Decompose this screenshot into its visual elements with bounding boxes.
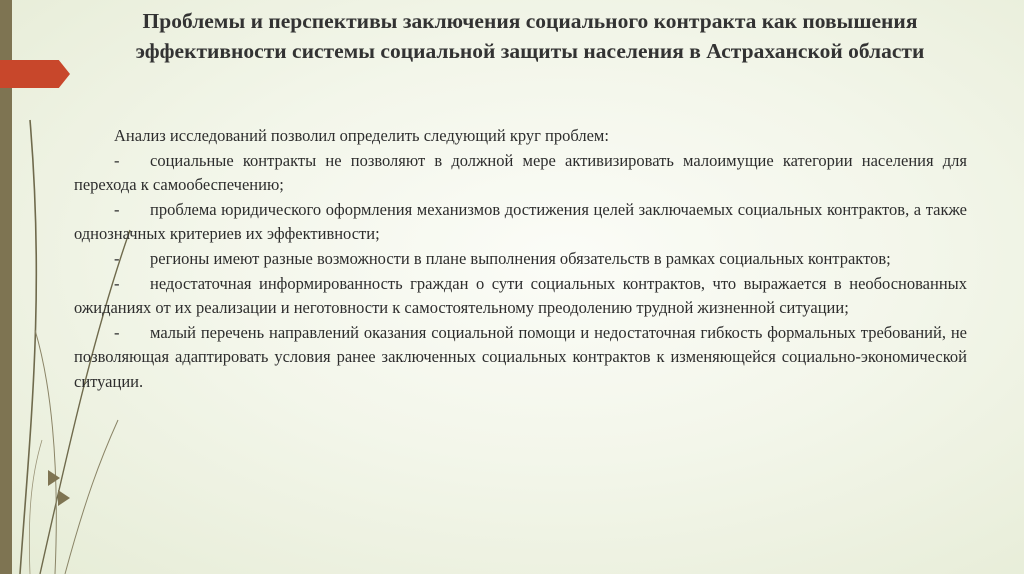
dash-marker: - xyxy=(114,248,120,268)
list-item xyxy=(74,272,967,321)
list-item xyxy=(74,149,967,198)
list-item-text: социальные контракты не позволяют в должной мере активизировать малоимущие категории населения для перехода к самообеспечению; xyxy=(74,150,967,195)
slide-title: Проблемы и перспективы заключения социального контракта как повышения эффективности системы социальной защиты населения в Астраханской области xyxy=(135,9,925,63)
list-item xyxy=(74,198,967,247)
dash-marker: - xyxy=(114,199,120,219)
slide-content xyxy=(74,124,967,395)
dash-marker: - xyxy=(114,273,120,293)
intro-text: Анализ исследований позволил определить следующий круг проблем: xyxy=(114,126,609,145)
list-item-text: проблема юридического оформления механизмов достижения целей заключаемых социальных контрактов, а также однозначных критериев их эффективности; xyxy=(74,199,967,244)
list-item xyxy=(74,247,967,272)
dash-marker: - xyxy=(114,322,120,342)
list-item-text: малый перечень направлений оказания социальной помощи и недостаточная гибкость формальных требований, не позволяющая адаптировать условия ранее заключенных социальных контрактов к изменяющейся социально-экономической ситуации. xyxy=(74,322,967,391)
red-accent-ribbon xyxy=(0,60,70,88)
list-item xyxy=(74,321,967,395)
list-item-text: недостаточная информированность граждан о сути социальных контрактов, что выражается в необоснованных ожиданиях от их реализации и неготовности к самостоятельному преодолению трудной жизненной ситуации; xyxy=(74,273,967,318)
list-item-text: регионы имеют разные возможности в плане выполнения обязательств в рамках социальных контрактов; xyxy=(150,248,891,268)
dash-marker: - xyxy=(114,150,120,170)
